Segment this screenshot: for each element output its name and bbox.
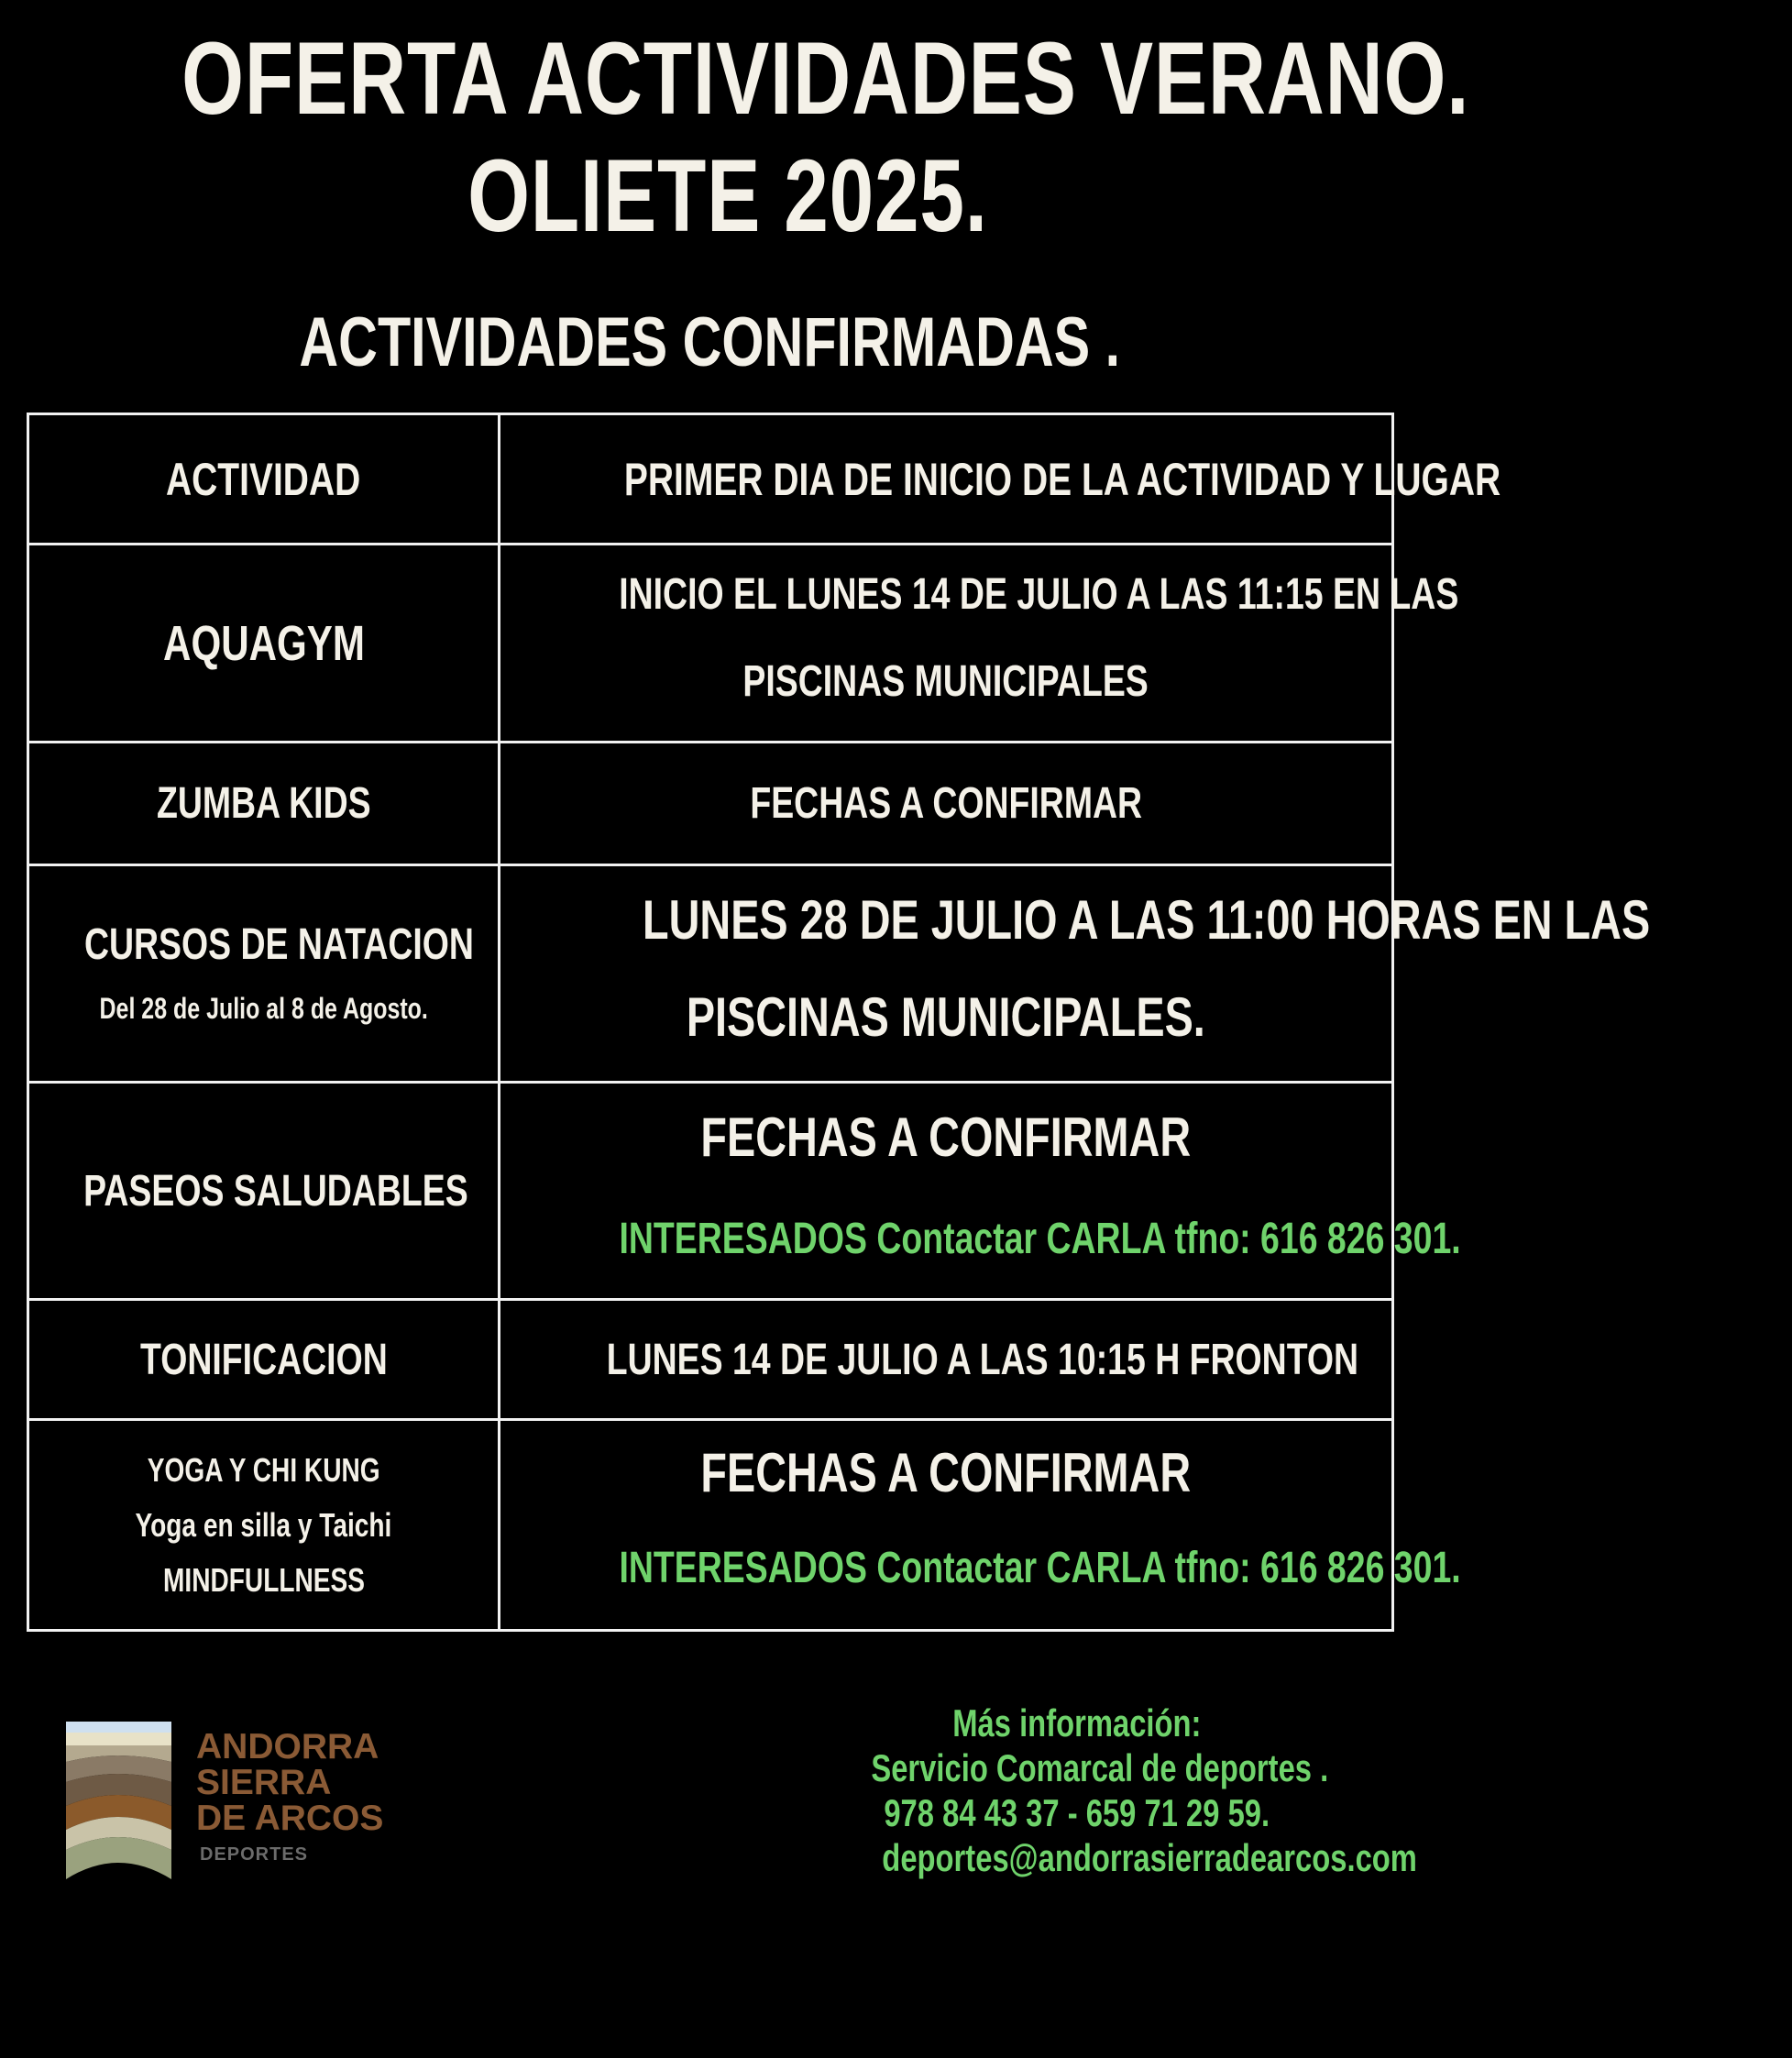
logo-line-1: ANDORRA [196,1727,379,1766]
logo-subtitle: DEPORTES [200,1844,309,1865]
start-text-line2: PISCINAS MUNICIPALES [742,656,1149,706]
activity-cell [28,1083,500,1300]
title-line-2: OLIETE 2025. [467,138,988,253]
table-row [28,545,1393,743]
header-activity-label: ACTIVIDAD [166,453,361,505]
activity-cell [28,1420,500,1631]
header-cell-start [500,414,1501,545]
activity-detail: Del 28 de Julio al 8 de Agosto. [99,992,428,1025]
start-cell [500,743,1393,865]
start-text-line1: INICIO EL LUNES 14 DE JULIO A LAS 11:15 EN LAS [619,569,1459,619]
start-text: FECHAS A CONFIRMAR [700,1106,1192,1168]
page-title [0,20,1470,255]
section-heading-text: ACTIVIDADES CONFIRMADAS . [299,303,1121,381]
section-heading [183,303,1121,382]
start-text: LUNES 14 DE JULIO A LAS 10:15 H FRONTON [606,1335,1359,1384]
activity-cell [28,1300,500,1420]
contact-text: INTERESADOS Contactar CARLA tfno: 616 826 301. [619,1544,1461,1592]
start-cell [500,1420,1461,1631]
header-cell-activity [28,414,500,545]
activity-name-line1: YOGA Y CHI KUNG [147,1450,380,1489]
activities-table [27,413,1651,1632]
info-heading: Más información: [952,1701,1202,1744]
info-service: Servicio Comarcal de deportes . [871,1746,1329,1789]
contact-text: INTERESADOS Contactar CARLA tfno: 616 826 301. [619,1214,1461,1263]
contact-info [807,1700,1417,1880]
activity-name-line3: MINDFULLNESS [162,1560,365,1599]
logo-line-3: DE ARCOS [196,1799,384,1838]
info-phones: 978 84 43 37 - 659 71 29 59. [884,1791,1270,1834]
start-text: FECHAS A CONFIRMAR [700,1442,1192,1503]
activity-name-line2: Yoga en silla y Taichi [135,1505,392,1544]
info-email: deportes@andorrasierradearcos.com [882,1836,1417,1879]
andorra-sierra-de-arcos-logo [66,1722,469,1887]
logo-line-2: SIERRA [196,1763,332,1802]
logo-wordmark [196,1729,383,1836]
header-start-label: PRIMER DIA DE INICIO DE LA ACTIVIDAD Y LUGAR [623,453,1501,505]
start-cell [500,1083,1461,1300]
logo-arch-icon [66,1722,171,1879]
title-line-1: OFERTA ACTIVIDADES VERANO. [181,21,1470,136]
activity-name: ZUMBA KIDS [156,779,371,828]
activity-name: PASEOS SALUDABLES [83,1166,468,1216]
table-row [28,1420,1393,1631]
start-cell [500,865,1651,1083]
activity-name: AQUAGYM [162,615,365,671]
activity-cell [28,545,500,743]
activity-name: CURSOS DE NATACION [83,920,474,969]
start-text: FECHAS A CONFIRMAR [750,779,1142,828]
start-cell [500,545,1459,743]
start-text-line2: PISCINAS MUNICIPALES. [687,986,1205,1048]
table-row [28,1083,1393,1300]
table-header-row [28,414,1393,545]
activity-name: TONIFICACION [139,1335,388,1384]
table-row [28,865,1393,1083]
start-cell [500,1300,1393,1420]
table-row [28,743,1393,865]
activity-cell [28,865,500,1083]
table-row [28,1300,1393,1420]
start-text-line1: LUNES 28 DE JULIO A LAS 11:00 HORAS EN LAS [643,889,1651,951]
activity-cell [28,743,500,865]
